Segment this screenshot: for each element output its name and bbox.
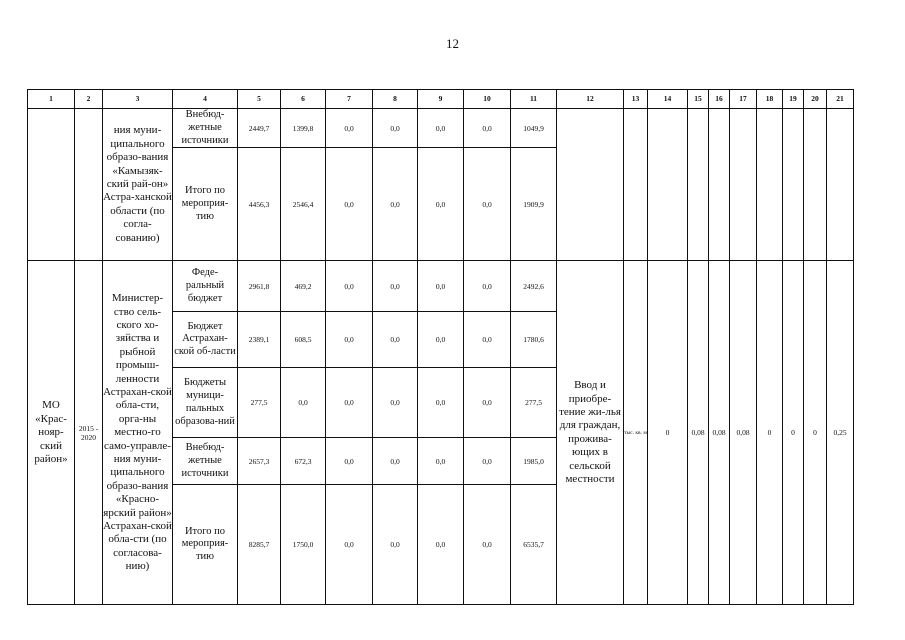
header-cell: 6 <box>281 90 326 109</box>
value-cell: 1909,9 <box>511 148 557 261</box>
value-cell: 672,3 <box>281 438 326 485</box>
header-cell: 16 <box>709 90 730 109</box>
value-cell: 0,0 <box>464 148 511 261</box>
header-cell: 21 <box>827 90 854 109</box>
indicator-cell: Ввод и приобре-тение жи-лья для граждан, прожива-ющих в сельской местности <box>557 261 624 605</box>
header-cell: 18 <box>757 90 783 109</box>
value-cell: 0,0 <box>373 261 418 312</box>
value-cell: 0,0 <box>464 261 511 312</box>
value-cell <box>827 109 854 261</box>
unit-cell: тыс. кв. м <box>624 261 648 605</box>
value-cell: 0,0 <box>418 109 464 148</box>
funding-source: Итого по мероприя-тию <box>173 485 238 605</box>
value-cell: 1750,0 <box>281 485 326 605</box>
value-cell: 0,08 <box>688 261 709 605</box>
value-cell: 2449,7 <box>238 109 281 148</box>
value-cell: 0,0 <box>373 368 418 438</box>
funding-source: Итого по мероприя-тию <box>173 148 238 261</box>
header-cell: 4 <box>173 90 238 109</box>
value-cell: 0,0 <box>326 438 373 485</box>
value-cell: 0,0 <box>326 109 373 148</box>
executor-cell: ния муни-ципального образо-вания «Камызяк-ский рай-он» Астра-ханской области (по согла-сованию) <box>103 109 173 261</box>
value-cell: 0,0 <box>418 438 464 485</box>
funding-source: Внебюд-жетные источники <box>173 109 238 148</box>
header-cell: 13 <box>624 90 648 109</box>
value-cell: 2389,1 <box>238 312 281 368</box>
municipality-cell <box>28 109 75 261</box>
value-cell: 608,5 <box>281 312 326 368</box>
value-cell <box>648 109 688 261</box>
value-cell: 469,2 <box>281 261 326 312</box>
value-cell: 0,0 <box>464 109 511 148</box>
header-cell: 10 <box>464 90 511 109</box>
value-cell: 0,08 <box>709 261 730 605</box>
value-cell: 0,0 <box>373 109 418 148</box>
value-cell: 0,0 <box>281 368 326 438</box>
header-cell: 7 <box>326 90 373 109</box>
value-cell: 0,0 <box>464 368 511 438</box>
header-cell: 8 <box>373 90 418 109</box>
value-cell: 0 <box>783 261 804 605</box>
value-cell: 1985,0 <box>511 438 557 485</box>
header-row <box>28 90 854 109</box>
header-cell: 3 <box>103 90 173 109</box>
indicator-cell <box>557 109 624 261</box>
value-cell: 0,0 <box>326 485 373 605</box>
value-cell: 0,0 <box>326 368 373 438</box>
header-cell: 9 <box>418 90 464 109</box>
value-cell: 0 <box>757 261 783 605</box>
funding-source: Бюджеты муници-пальных образова-ний <box>173 368 238 438</box>
value-cell: 0,0 <box>326 148 373 261</box>
value-cell <box>709 109 730 261</box>
value-cell: 0,0 <box>418 368 464 438</box>
value-cell: 0,0 <box>418 148 464 261</box>
value-cell: 0 <box>648 261 688 605</box>
value-cell: 0,0 <box>464 485 511 605</box>
value-cell: 0,0 <box>418 312 464 368</box>
value-cell: 0,0 <box>464 312 511 368</box>
value-cell: 0,08 <box>730 261 757 605</box>
value-cell: 0,25 <box>827 261 854 605</box>
unit-cell <box>624 109 648 261</box>
value-cell: 2492,6 <box>511 261 557 312</box>
page-number: 12 <box>446 36 459 51</box>
funding-source: Бюджет Астрахан-ской об-ласти <box>173 312 238 368</box>
value-cell: 0,0 <box>373 148 418 261</box>
value-cell <box>757 109 783 261</box>
municipality-cell: МО «Крас-нояр-ский район» <box>28 261 75 605</box>
value-cell: 2961,8 <box>238 261 281 312</box>
value-cell: 6535,7 <box>511 485 557 605</box>
value-cell: 2546,4 <box>281 148 326 261</box>
value-cell: 0 <box>804 261 827 605</box>
value-cell <box>688 109 709 261</box>
value-cell <box>783 109 804 261</box>
header-cell: 1 <box>28 90 75 109</box>
value-cell: 0,0 <box>464 438 511 485</box>
value-cell: 0,0 <box>418 485 464 605</box>
value-cell: 8285,7 <box>238 485 281 605</box>
value-cell <box>730 109 757 261</box>
funding-source: Внебюд-жетные источники <box>173 438 238 485</box>
header-cell: 11 <box>511 90 557 109</box>
header-cell: 5 <box>238 90 281 109</box>
value-cell: 0,0 <box>418 261 464 312</box>
value-cell: 1049,9 <box>511 109 557 148</box>
value-cell: 1399,8 <box>281 109 326 148</box>
value-cell: 2657,3 <box>238 438 281 485</box>
period-cell: 2015 - 2020 <box>75 261 103 605</box>
table-row <box>28 109 854 148</box>
header-cell: 15 <box>688 90 709 109</box>
value-cell: 0,0 <box>373 438 418 485</box>
header-cell: 2 <box>75 90 103 109</box>
value-cell: 0,0 <box>326 261 373 312</box>
table-row <box>28 261 854 312</box>
value-cell: 277,5 <box>238 368 281 438</box>
value-cell: 277,5 <box>511 368 557 438</box>
executor-cell: Министер-ство сель-ского хо-зяйства и рыбной промыш-ленности Астрахан-ской обла-сти, орга-ны местно-го само-управле-ния муни-ципального образо-вания «Красно-ярский район» Астрахан-ской обла-сти (по согласова-нию) <box>103 261 173 605</box>
value-cell: 0,0 <box>326 312 373 368</box>
value-cell <box>804 109 827 261</box>
period-cell <box>75 109 103 261</box>
value-cell: 0,0 <box>373 312 418 368</box>
header-cell: 12 <box>557 90 624 109</box>
funding-source: Феде-ральный бюджет <box>173 261 238 312</box>
header-cell: 14 <box>648 90 688 109</box>
value-cell: 0,0 <box>373 485 418 605</box>
header-cell: 20 <box>804 90 827 109</box>
header-cell: 19 <box>783 90 804 109</box>
value-cell: 4456,3 <box>238 148 281 261</box>
header-cell: 17 <box>730 90 757 109</box>
program-table <box>27 89 854 605</box>
value-cell: 1780,6 <box>511 312 557 368</box>
